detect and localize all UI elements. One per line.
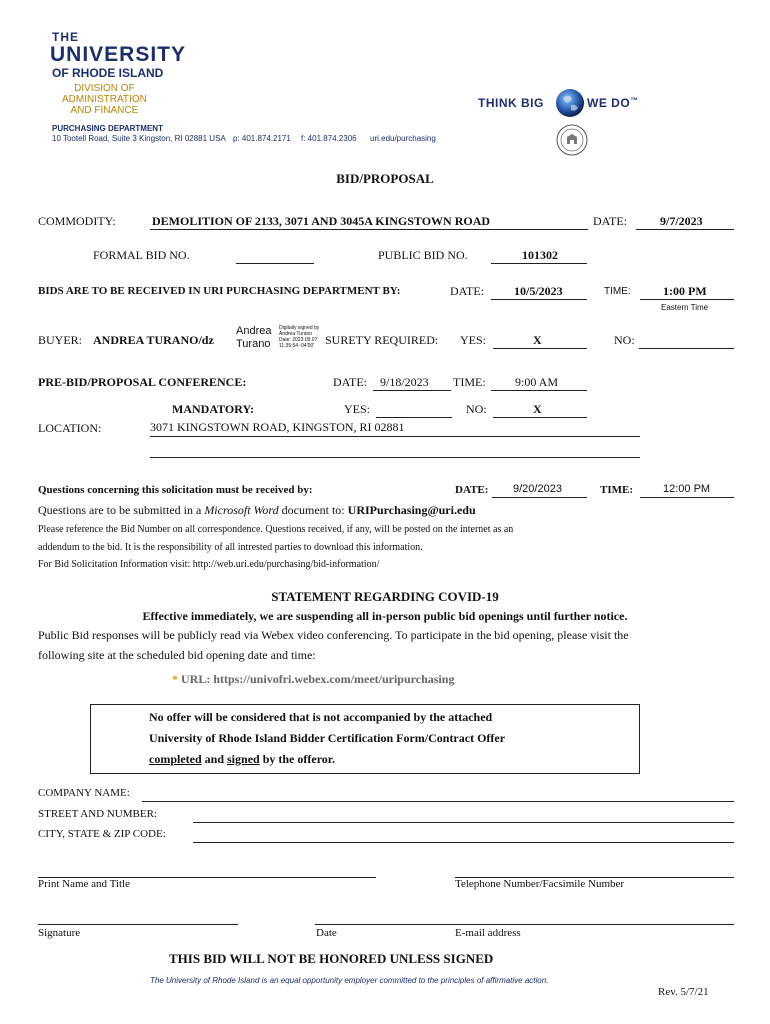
signature-first-name: Andrea xyxy=(236,325,272,337)
commodity-date-label: DATE: xyxy=(593,214,627,228)
received-date-label: DATE: xyxy=(450,284,484,298)
covid-subtitle: Effective immediately, we are suspending all in-person public bid openings until further notice. xyxy=(142,609,628,623)
globe-icon xyxy=(555,88,585,118)
we-do-label: WE DO xyxy=(587,96,631,110)
company-name-field[interactable] xyxy=(142,801,734,802)
street-field[interactable] xyxy=(193,822,734,823)
logo-university: UNIVERSITY xyxy=(50,43,187,66)
fax: f: 401.874.2306 xyxy=(301,134,357,143)
star-icon: * xyxy=(172,672,178,686)
submit-email[interactable]: URIPurchasing@uri.edu xyxy=(347,503,476,517)
mandatory-yes-field[interactable] xyxy=(376,417,452,418)
covid-line-2: following site at the scheduled bid opening date and time: xyxy=(38,648,316,662)
public-bid-label: PUBLIC BID NO. xyxy=(378,248,468,262)
covid-title: STATEMENT REGARDING COVID-19 xyxy=(271,589,499,604)
bid-info-line: For Bid Solicitation Information visit: http://web.uri.edu/purchasing/bid-information/ xyxy=(38,559,380,570)
division-name xyxy=(62,83,147,116)
digital-signature-name xyxy=(236,325,271,351)
revision: Rev. 5/7/21 xyxy=(658,986,709,998)
submit-instruction xyxy=(38,503,476,518)
location-line-2[interactable] xyxy=(150,457,640,458)
submit-format: Microsoft Word xyxy=(204,503,279,517)
signature-detail-2: Andrea Turano xyxy=(279,331,313,337)
conference-time-label: TIME: xyxy=(453,375,486,389)
questions-time-value: 12:00 PM xyxy=(663,483,711,495)
surety-no-field[interactable] xyxy=(639,348,734,349)
signature-field[interactable] xyxy=(38,924,238,925)
signature-detail-1: Digitally signed by xyxy=(279,325,320,331)
questions-label: Questions concerning this solicitation must be received by: xyxy=(38,484,313,496)
webex-url[interactable] xyxy=(172,672,454,687)
covid-line-1: Public Bid responses will be publicly read via Webex video conferencing. To participate in the bid opening, please visit the xyxy=(38,628,629,642)
purchasing-department: PURCHASING DEPARTMENT xyxy=(52,124,163,133)
public-bid-value: 101302 xyxy=(522,248,558,262)
phone: p: 401.874.2171 xyxy=(233,134,291,143)
received-time-value: 1:00 PM xyxy=(663,284,707,298)
city-state-zip-field[interactable] xyxy=(193,842,734,843)
not-honored-notice: THIS BID WILL NOT BE HONORED UNLESS SIGNED xyxy=(169,951,494,966)
street-label: STREET AND NUMBER: xyxy=(38,808,157,820)
division-line-1: DIVISION OF xyxy=(74,83,135,94)
print-name-label: Print Name and Title xyxy=(38,878,130,890)
surety-label: SURETY REQUIRED: xyxy=(325,333,439,347)
reference-line-2: addendum to the bid. It is the responsibility of all intrested parties to download this information. xyxy=(38,542,423,553)
eeo-statement: The University of Rhode Island is an equal opportunity employer committed to the principles of affirmative action. xyxy=(150,976,549,985)
received-time-label: TIME: xyxy=(604,286,631,297)
surety-no-label: NO: xyxy=(614,333,635,347)
trademark-mark: ™ xyxy=(630,96,639,105)
conference-date-label: DATE: xyxy=(333,375,367,389)
buyer-label: BUYER: xyxy=(38,333,83,347)
city-state-zip-label: CITY, STATE & ZIP CODE: xyxy=(38,828,166,840)
questions-date-label: DATE: xyxy=(455,484,489,496)
received-label: BIDS ARE TO BE RECEIVED IN URI PURCHASING DEPARTMENT BY: xyxy=(38,285,401,297)
division-line-2: ADMINISTRATION xyxy=(62,94,147,105)
buyer-value: ANDREA TURANO/dz xyxy=(93,333,214,347)
notice-completed: completed xyxy=(149,752,202,766)
address: 10 Tootell Road, Suite 3 Kingston, RI 02881 USA xyxy=(52,134,226,143)
date-label: Date xyxy=(316,927,337,939)
commodity-value: DEMOLITION OF 2133, 3071 AND 3045A KINGSTOWN ROAD xyxy=(152,214,491,228)
date-email-field[interactable] xyxy=(315,924,734,925)
mandatory-no-value: X xyxy=(533,402,542,416)
logo-of-rhode-island: OF RHODE ISLAND xyxy=(52,66,164,80)
notice-line-1: No offer will be considered that is not accompanied by the attached xyxy=(149,710,493,724)
commodity-date-value: 9/7/2023 xyxy=(660,214,703,228)
mandatory-label: MANDATORY: xyxy=(172,402,255,416)
we-do-text xyxy=(587,96,639,110)
timezone: Eastern Time xyxy=(661,303,709,312)
questions-time-label: TIME: xyxy=(600,484,633,496)
page-title: BID/PROPOSAL xyxy=(336,171,434,186)
logo-the: THE xyxy=(52,30,79,44)
telephone-label: Telephone Number/Facsimile Number xyxy=(455,878,625,890)
formal-bid-label: FORMAL BID NO. xyxy=(93,248,190,262)
signature-detail-3: Date: 2023.09.07 xyxy=(279,337,318,343)
notice-tail: by the offeror. xyxy=(262,752,336,766)
commodity-label: COMMODITY: xyxy=(38,214,116,228)
mandatory-no-label: NO: xyxy=(466,402,487,416)
received-date-value: 10/5/2023 xyxy=(514,284,563,298)
questions-date-value: 9/20/2023 xyxy=(513,483,562,495)
digital-signature-details xyxy=(279,325,319,349)
notice-and: and xyxy=(204,752,225,766)
notice-signed: signed xyxy=(227,752,260,766)
conference-time-value: 9:00 AM xyxy=(515,375,559,389)
notice-line-2: University of Rhode Island Bidder Certification Form/Contract Offer xyxy=(149,731,506,745)
notice-line-3 xyxy=(149,752,335,767)
surety-yes-label: YES: xyxy=(460,333,487,347)
signature-detail-4: 11:35:54 -04'00' xyxy=(279,343,315,349)
submit-pre-text: Questions are to be submitted in a xyxy=(38,503,202,517)
location-label: LOCATION: xyxy=(38,421,102,435)
email-label: E-mail address xyxy=(455,927,521,939)
university-seal-icon xyxy=(556,124,588,156)
conference-label: PRE-BID/PROPOSAL CONFERENCE: xyxy=(38,375,247,389)
surety-yes-value: X xyxy=(533,333,542,347)
mandatory-yes-label: YES: xyxy=(344,402,371,416)
website: uri.edu/purchasing xyxy=(370,134,436,143)
webex-url-text[interactable]: URL: https://univofri.webex.com/meet/uripurchasing xyxy=(181,672,455,686)
think-big-text: THINK BIG xyxy=(478,96,544,110)
formal-bid-field[interactable] xyxy=(236,263,314,264)
signature-last-name: Turano xyxy=(236,338,271,350)
submit-post-text: document to: xyxy=(281,503,345,517)
company-name-label: COMPANY NAME: xyxy=(38,787,130,799)
conference-date-value: 9/18/2023 xyxy=(380,375,429,389)
location-value: 3071 KINGSTOWN ROAD, KINGSTON, RI 02881 xyxy=(150,420,405,434)
signature-label: Signature xyxy=(38,927,81,939)
reference-line-1: Please reference the Bid Number on all correspondence. Questions received, if any, will be posted on the internet as an xyxy=(38,524,514,535)
division-line-3: AND FINANCE xyxy=(70,105,139,116)
